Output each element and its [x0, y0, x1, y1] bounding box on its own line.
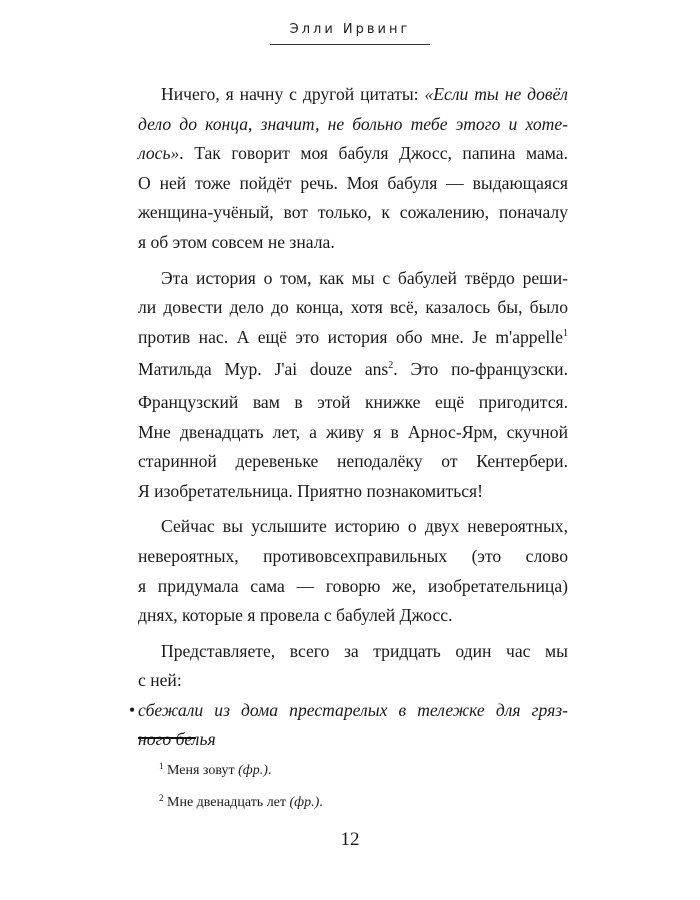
p3-line-4: днях, которые я провела с бабулей Джосс. — [138, 605, 453, 626]
header-rule — [270, 44, 430, 45]
p3-line-1: Сейчас вы услышите историю о двух невероятных, — [161, 516, 568, 537]
p2-line-1: Эта история о том, как мы с бабулей твёрдо реши- — [161, 267, 568, 288]
p2-line-7: старинной деревеньке неподалёку от Кентербери. — [138, 451, 568, 472]
p4-line-2: с ней: — [138, 670, 182, 691]
p2-line-3: против нас. А ещё это история обо мне. Je m'appelle$^1$ — [138, 326, 568, 347]
p2-line-5: Французский вам в этой книжке ещё пригодится. — [138, 391, 568, 412]
p1-line-2: дело до конца, значит, не больно тебе этого и хоте- — [138, 113, 568, 134]
p1-line-3: лось». Так говорит моя бабуля Джосс, папина мама. — [138, 143, 568, 164]
footnote-2: $^2$ Мне двенадцать лет (фр.). — [159, 793, 323, 810]
page-number: 12 — [340, 829, 360, 850]
p3-line-3: я придумала сама — говорю же, изобретательница) — [138, 575, 568, 596]
list-item: • сбежали из дома престарелых в тележке для гряз- — [138, 696, 568, 726]
p2-line-2: ли довести дело до конца, хотя всё, казалось бы, было — [138, 297, 568, 318]
footnote-ref-2: 2 — [388, 360, 394, 372]
list-item-continuation: ного белья — [138, 729, 216, 750]
p2-line-8: Я изобретательница. Приятно познакомиться! — [138, 480, 483, 501]
p1-line-1: Ничего, я начну с другой цитаты: «Если ты не довёл — [161, 84, 568, 104]
p1-line-6: я об этом совсем не знала. — [138, 231, 335, 252]
p1-line-5: женщина-учёный, вот только, к сожалению, поначалу — [138, 202, 568, 223]
p2-line-6: Мне двенадцать лет, а живу я в Арнос-Ярм, скучной — [138, 421, 568, 442]
bullet-icon: • — [129, 699, 136, 720]
p3-line-2: невероятных, противовсехправильных (это слово — [138, 545, 568, 566]
footnotes — [159, 755, 559, 819]
footnote-1: $^1$ Меня зовут (фр.). — [159, 761, 272, 778]
p4-line-1: Представляете, всего за тридцать один час мы — [161, 640, 568, 661]
p2-line-4: Матильда Мур. J'ai douze ans$^2$. Это по-французски. — [138, 359, 568, 380]
footnote-rule — [138, 737, 196, 739]
footnote-ref-1: 1 — [563, 327, 568, 339]
running-head: Элли Ирвинг — [289, 22, 411, 37]
p1-line-4: О ней тоже пойдёт речь. Моя бабуля — выдающаяся — [138, 172, 568, 193]
body-text — [129, 80, 568, 755]
